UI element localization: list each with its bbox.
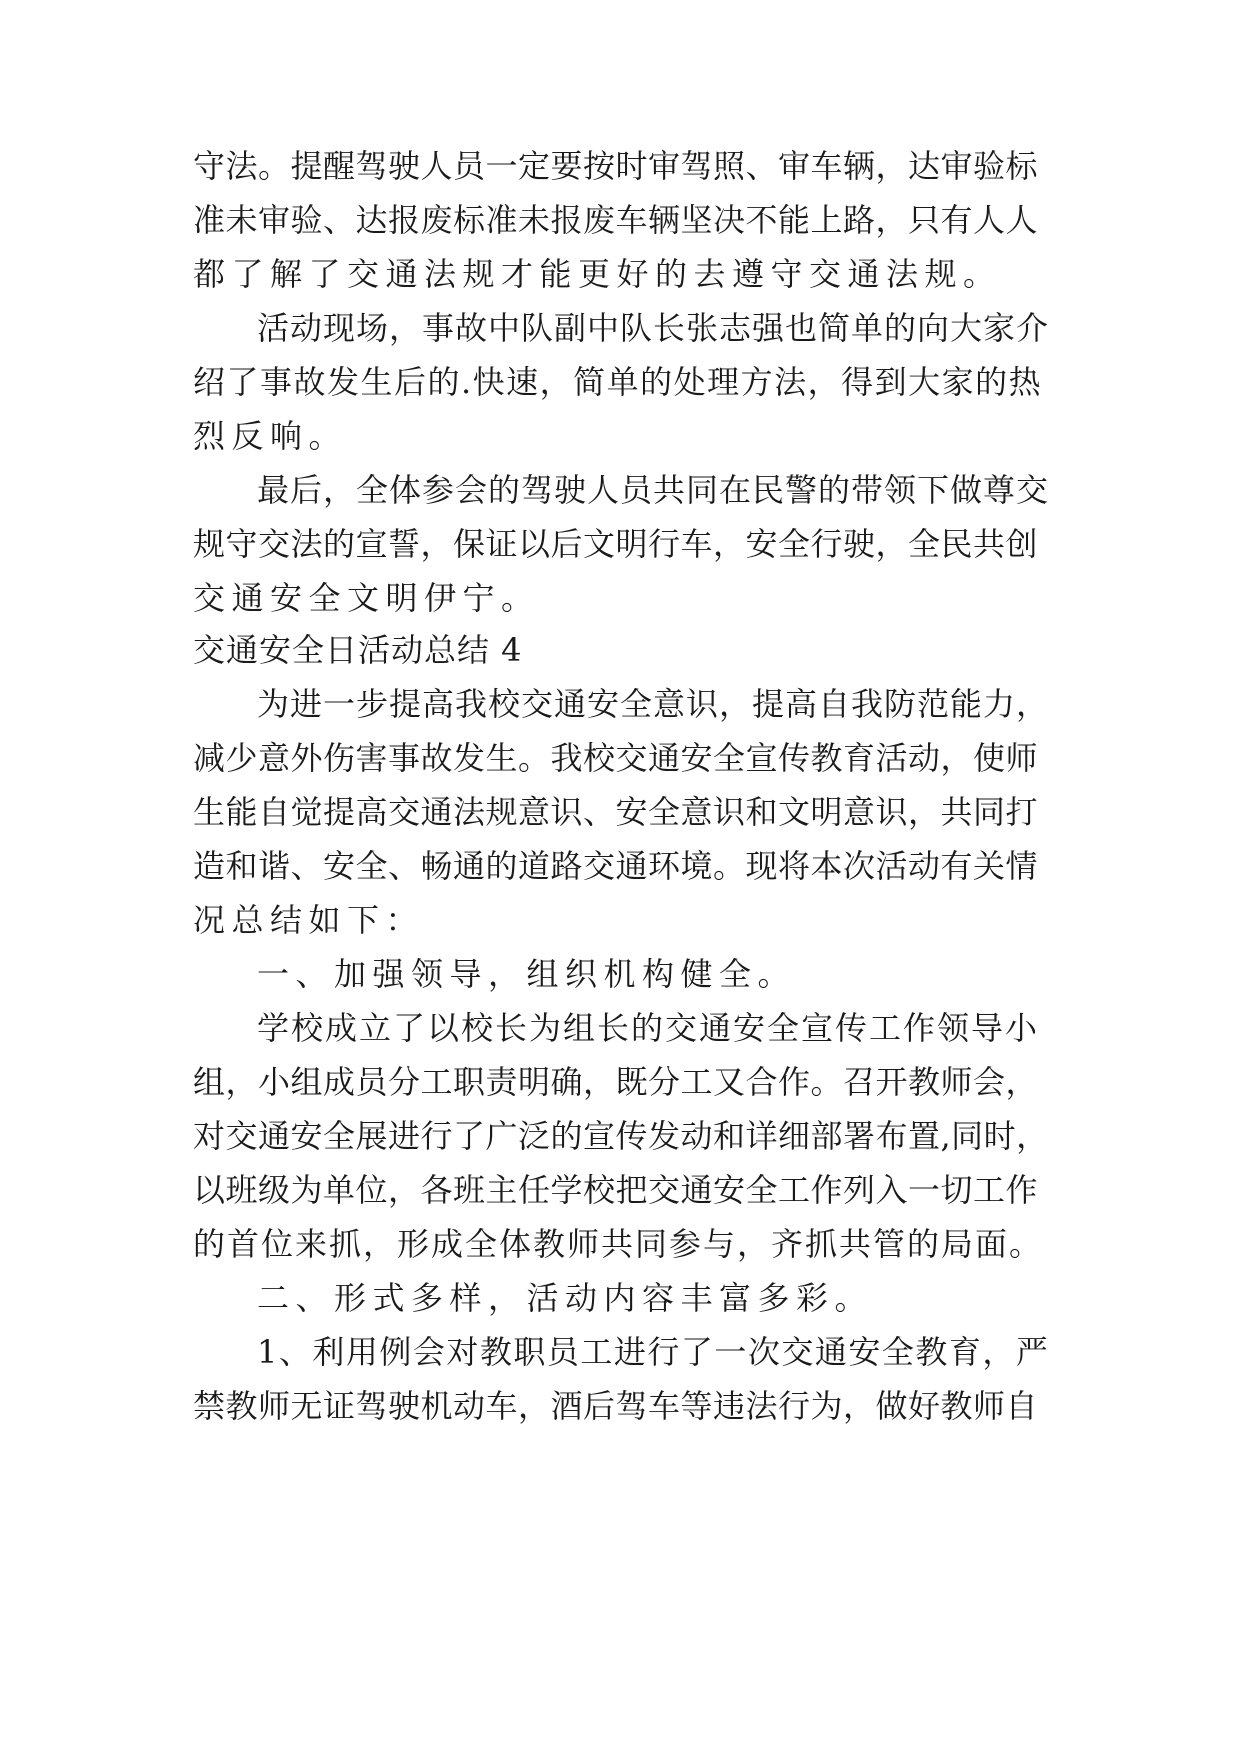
paragraph-line: 造和谐、安全、畅通的道路交通环境。现将本次活动有关情: [193, 847, 1039, 885]
subheading: 一、加强领导，组织机构健全。: [257, 955, 797, 993]
paragraph-line: 守法。提醒驾驶人员一定要按时审驾照、审车辆，达审验标: [193, 147, 1039, 185]
paragraph-line: 最后，全体参会的驾驶人员共同在民警的带领下做尊交: [257, 471, 1050, 509]
paragraph-line: 绍了事故发生后的.快速，简单的处理方法，得到大家的热: [193, 363, 1043, 401]
paragraph-line: 组，小组成员分工职责明确，既分工又合作。召开教师会，: [193, 1063, 1039, 1101]
paragraph-line: 1、利用例会对教职员工进行了一次交通安全教育，严: [257, 1333, 1050, 1371]
paragraph-line: 减少意外伤害事故发生。我校交通安全宣传教育活动，使师: [193, 739, 1039, 777]
paragraph-line: 对交通安全展进行了广泛的宣传发动和详细部署布置,同时，: [193, 1117, 1049, 1155]
paragraph-line: 都了解了交通法规才能更好的去遵守交通法规。: [193, 255, 1002, 293]
paragraph-line: 活动现场，事故中队副中队长张志强也简单的向大家介: [257, 309, 1050, 347]
paragraph-line: 交通安全文明伊宁。: [193, 579, 540, 617]
subheading: 二、形式多样，活动内容丰富多彩。: [257, 1279, 874, 1317]
paragraph-line: 生能自觉提高交通法规意识、安全意识和文明意识，共同打: [193, 793, 1039, 831]
paragraph-line: 烈反响。: [193, 417, 348, 455]
paragraph-line: 准未审验、达报废标准未报废车辆坚决不能上路，只有人人: [193, 201, 1039, 239]
section-heading: 交通安全日活动总结 4: [193, 631, 523, 669]
paragraph-line: 禁教师无证驾驶机动车，酒后驾车等违法行为，做好教师自: [193, 1387, 1039, 1425]
paragraph-line: 学校成立了以校长为组长的交通安全宣传工作领导小: [257, 1009, 1040, 1047]
paragraph-line: 的首位来抓，形成全体教师共同参与，齐抓共管的局面。: [193, 1225, 1044, 1263]
paragraph-line: 以班级为单位，各班主任学校把交通安全工作列入一切工作: [193, 1171, 1039, 1209]
paragraph-line: 规守交法的宣誓，保证以后文明行车，安全行驶，全民共创: [193, 525, 1039, 563]
paragraph-line: 为进一步提高我校交通安全意识，提高自我防范能力，: [257, 685, 1050, 723]
paragraph-line: 况总结如下：: [193, 901, 425, 939]
